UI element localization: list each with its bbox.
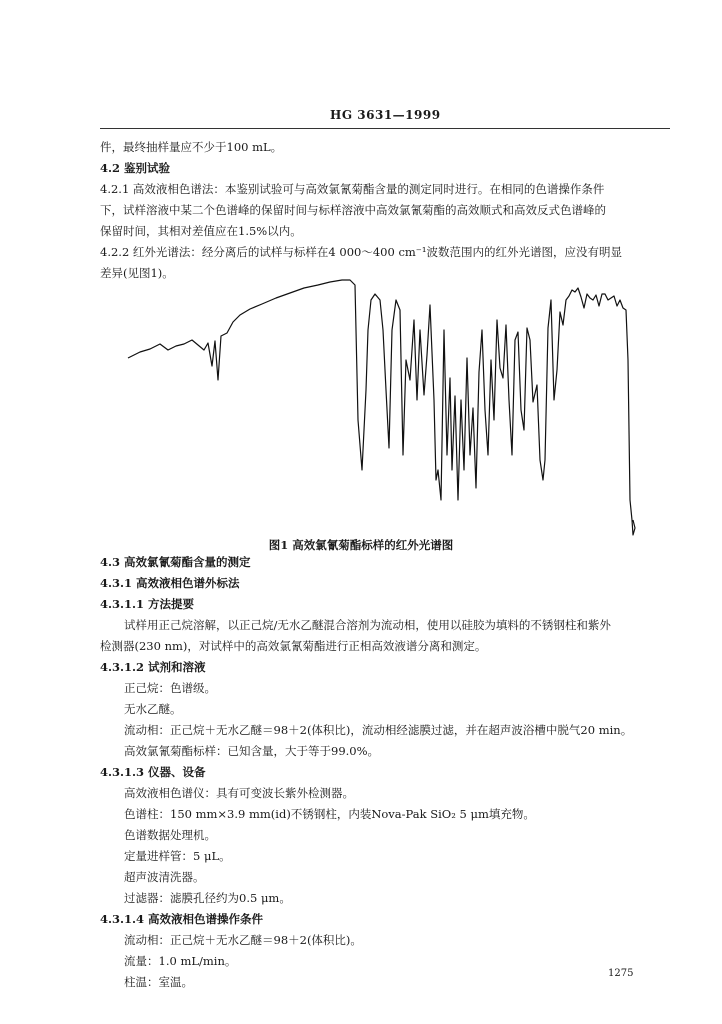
line: 色谱数据处理机。 — [124, 828, 216, 842]
line: 流动相：正己烷＋无水乙醚＝98＋2(体积比)，流动相经滤膜过滤，并在超声波浴槽中脱气20 min。 — [124, 723, 633, 737]
ir-spectrum-trace — [128, 280, 635, 535]
line: 流量：1.0 mL/min。 — [124, 954, 237, 968]
section-heading: 4.3.1.3 仪器、设备 — [100, 765, 206, 779]
section-heading: 4.3.1.4 高效液相色谱操作条件 — [100, 912, 264, 926]
section-heading: 4.3 高效氯氰菊酯含量的测定 — [100, 555, 251, 569]
section-heading: 4.3.1 高效液相色谱外标法 — [100, 576, 240, 590]
line: 柱温：室温。 — [124, 975, 193, 989]
section-heading: 4.2 鉴别试验 — [100, 161, 171, 175]
line: 定量进样管：5 μL。 — [124, 849, 231, 863]
line: 过滤器：滤膜孔径约为0.5 μm。 — [124, 891, 291, 905]
line: 下，试样溶液中某二个色谱峰的保留时间与标样溶液中高效氯氰菊酯的高效顺式和高效反式色谱峰的 — [100, 203, 606, 217]
line: 流动相：正己烷＋无水乙醚＝98＋2(体积比)。 — [124, 933, 362, 947]
line: 无水乙醚。 — [124, 702, 182, 716]
figure-caption: 图1 高效氯氰菊酯标样的红外光谱图 — [268, 538, 454, 552]
line: 件，最终抽样量应不少于100 mL。 — [100, 140, 283, 154]
line: 保留时间，其相对差值应在1.5%以内。 — [100, 224, 302, 238]
line: 4.2.2 红外光谱法：经分离后的试样与标样在4 000～400 cm⁻¹波数范围内的红外光谱图，应没有明显 — [100, 245, 622, 259]
line: 试样用正己烷溶解，以正己烷/无水乙醚混合溶剂为流动相，使用以硅胶为填料的不锈钢柱和紫外 — [124, 618, 611, 632]
section-heading: 4.3.1.2 试剂和溶液 — [100, 660, 206, 674]
line: 正己烷：色谱级。 — [124, 681, 216, 695]
page-number: 1275 — [608, 968, 634, 979]
line: 超声波清洗器。 — [124, 870, 205, 884]
line: 差异(见图1)。 — [100, 266, 174, 280]
page-header: HG 3631—1999 — [330, 108, 441, 122]
line: 检测器(230 nm)，对试样中的高效氯氰菊酯进行正相高效液谱分离和测定。 — [100, 639, 487, 653]
line: 高效液相色谱仪：具有可变波长紫外检测器。 — [124, 786, 354, 800]
section-heading: 4.3.1.1 方法提要 — [100, 597, 195, 611]
line: 高效氯氰菊酯标样：已知含量，大于等于99.0%。 — [124, 744, 380, 758]
line: 4.2.1 高效液相色谱法：本鉴别试验可与高效氯氰菊酯含量的测定同时进行。在相同的色谱操作条件 — [100, 182, 605, 196]
line: 色谱柱：150 mm×3.9 mm(id)不锈钢柱，内装Nova-Pak SiO₂ 5 μm填充物。 — [124, 807, 535, 821]
